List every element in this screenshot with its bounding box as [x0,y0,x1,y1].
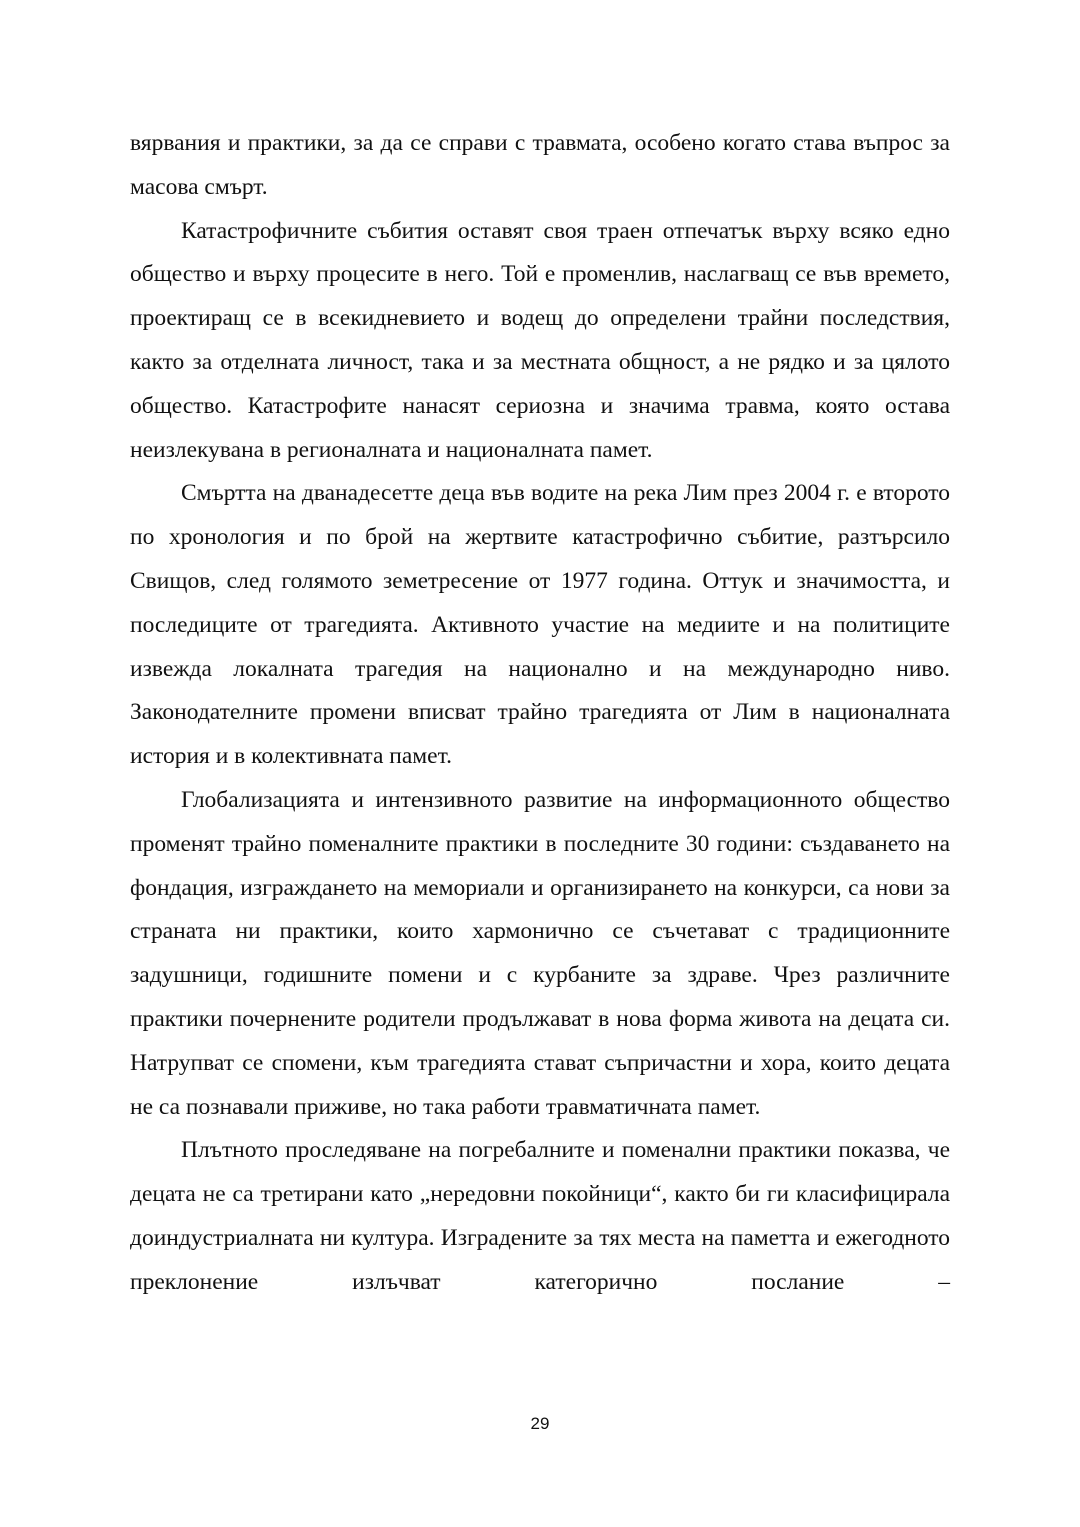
paragraph-5: Плътното проследяване на погребалните и поменални практики показва, че децата не са третирани като „нередовни покойници“, както би ги класифицирала доиндустриалната ни култура. Изградените за тях места на паметта и ежегодното преклонение излъчват категорично послание – [130,1137,950,1295]
paragraph-4: Глобализацията и интензивното развитие на информационното общество променят трайно поменалните практики в последните 30 години: създаването на фондация, изграждането на мемориали и организирането на конкурси, са нови за страната ни практики, които хармонично се съчетават с традиционните задушници, годишните помени и с курбаните за здраве. Чрез различните практики почернените родители продължават в нова форма живота на децата си. Натрупват се спомени, към трагедията стават съпричастни и хора, които децата не са познавали приживе, но така работи травматичната памет. [130,786,950,1120]
page-number: 29 [530,1414,550,1433]
paragraph-1: вярвания и практики, за да се справи с травмата, особено когато става въпрос за масова смърт. [130,130,950,200]
paragraph-3: Смъртта на дванадесетте деца във водите на река Лим през 2004 г. е второто по хронология и по брой на жертвите катастрофично събитие, разтърсило Свищов, след голямото земетресение от 1977 година. Оттук и значимостта, и последиците от трагедията. Активното участие на медиите и на политиците извежда локалната трагедия на национално и на международно ниво. Законодателните промени вписват трайно трагедията от Лим в националната история и в колективната памет. [130,480,950,770]
body-text [130,122,950,1305]
paragraph-2: Катастрофичните събития оставят своя траен отпечатък върху всяко едно общество и върху процесите в него. Той е променлив, наслагващ се във времето, проектиращ се в всекидневието и водещ до определени трайни последствия, както за отделната личност, така и за местната общност, а не рядко и за цялото общество. Катастрофите нанасят сериозна и значима травма, която остава неизлекувана в регионалната и националната памет. [130,217,950,463]
